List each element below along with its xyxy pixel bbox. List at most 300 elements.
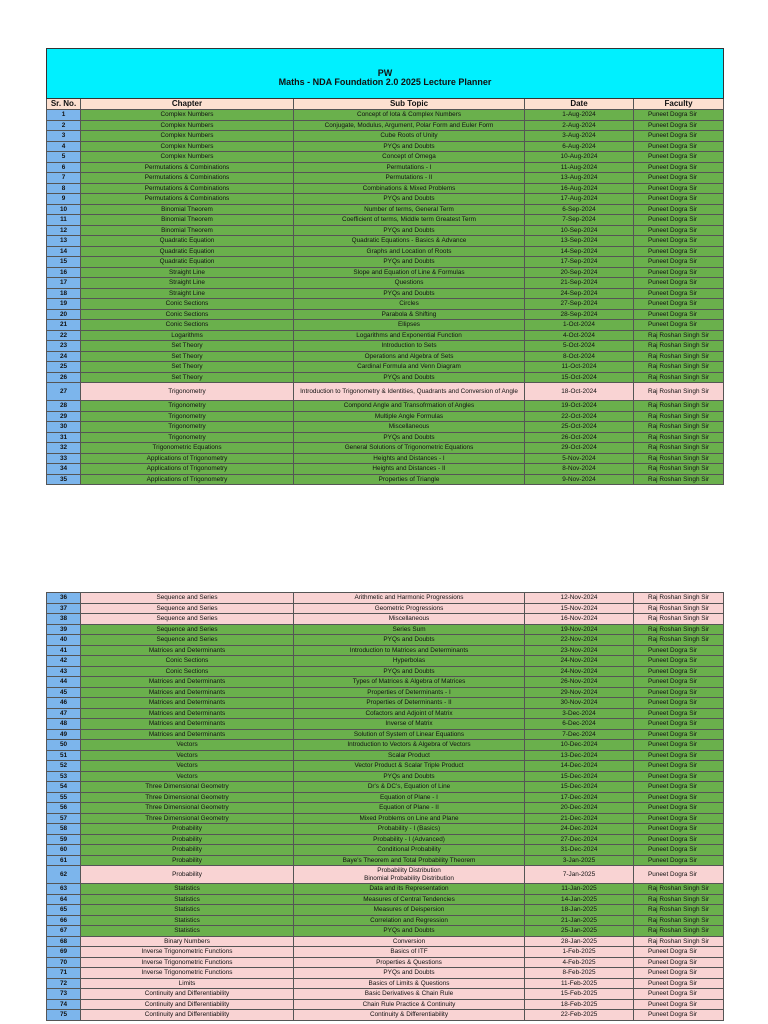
planner-table-top [46, 48, 724, 485]
sub-topic-cell: Solution of System of Linear Equations [294, 729, 525, 740]
sub-topic-cell: Conditional Probability [294, 845, 525, 856]
table-row [47, 845, 724, 856]
faculty-cell: Puneet Dogra Sir [634, 750, 724, 761]
header-chapter: Chapter [81, 99, 294, 110]
faculty-cell: Puneet Dogra Sir [634, 278, 724, 289]
date-cell: 28-Jan-2025 [525, 936, 634, 947]
faculty-cell: Raj Roshan Singh Sir [634, 926, 724, 937]
chapter-cell: Limits [81, 978, 294, 989]
date-cell: 30-Nov-2024 [525, 698, 634, 709]
sr-no-cell: 18 [47, 288, 81, 299]
sr-no-cell: 70 [47, 957, 81, 968]
faculty-cell: Raj Roshan Singh Sir [634, 411, 724, 422]
chapter-cell: Continuity and Differentiability [81, 989, 294, 1000]
faculty-cell: Puneet Dogra Sir [634, 225, 724, 236]
faculty-cell: Puneet Dogra Sir [634, 320, 724, 331]
title-row [47, 49, 724, 99]
sub-topic-cell: Scalar Product [294, 750, 525, 761]
chapter-cell: Set Theory [81, 351, 294, 362]
date-cell: 24-Nov-2024 [525, 666, 634, 677]
date-cell: 27-Sep-2024 [525, 299, 634, 310]
date-cell: 29-Nov-2024 [525, 687, 634, 698]
sr-no-cell: 53 [47, 771, 81, 782]
sub-topic-cell: Cofactors and Adjoint of Matrix [294, 708, 525, 719]
table-row [47, 225, 724, 236]
sr-no-cell: 1 [47, 110, 81, 121]
faculty-cell: Puneet Dogra Sir [634, 761, 724, 772]
date-cell: 18-Feb-2025 [525, 999, 634, 1010]
chapter-cell: Permutations & Combinations [81, 173, 294, 184]
sr-no-cell: 62 [47, 866, 81, 884]
table-row [47, 204, 724, 215]
sub-topic-cell: Equation of Plane - I [294, 792, 525, 803]
date-cell: 22-Feb-2025 [525, 1010, 634, 1021]
chapter-cell: Binomial Theorem [81, 215, 294, 226]
sub-topic-cell: PYQs and Doubts [294, 257, 525, 268]
date-cell: 26-Nov-2024 [525, 677, 634, 688]
sub-topic-cell: Multiple Angle Formulas [294, 411, 525, 422]
sr-no-cell: 69 [47, 947, 81, 958]
table-row [47, 383, 724, 401]
table-row [47, 761, 724, 772]
table-row [47, 432, 724, 443]
chapter-cell: Binary Numbers [81, 936, 294, 947]
table-row [47, 422, 724, 433]
sub-topic-cell: Graphs and Location of Roots [294, 246, 525, 257]
table-row [47, 474, 724, 485]
faculty-cell: Puneet Dogra Sir [634, 740, 724, 751]
sr-no-cell: 31 [47, 432, 81, 443]
date-cell: 11-Oct-2024 [525, 362, 634, 373]
sr-no-cell: 7 [47, 173, 81, 184]
table-row [47, 603, 724, 614]
table-row [47, 299, 724, 310]
table-row [47, 411, 724, 422]
chapter-cell: Sequence and Series [81, 614, 294, 625]
table-row [47, 894, 724, 905]
sr-no-cell: 32 [47, 443, 81, 454]
faculty-cell: Puneet Dogra Sir [634, 698, 724, 709]
table-row [47, 947, 724, 958]
sub-topic-cell: Concept of Iota & Complex Numbers [294, 110, 525, 121]
date-cell: 4-Feb-2025 [525, 957, 634, 968]
faculty-cell: Puneet Dogra Sir [634, 824, 724, 835]
sr-no-cell: 28 [47, 401, 81, 412]
table-row [47, 183, 724, 194]
sr-no-cell: 47 [47, 708, 81, 719]
faculty-cell: Puneet Dogra Sir [634, 236, 724, 247]
sub-topic-cell: PYQs and Doubts [294, 225, 525, 236]
date-cell: 24-Nov-2024 [525, 656, 634, 667]
faculty-cell: Puneet Dogra Sir [634, 309, 724, 320]
table-row [47, 1010, 724, 1021]
sub-topic-cell: Basics of ITF [294, 947, 525, 958]
chapter-cell: Straight Line [81, 288, 294, 299]
chapter-cell: Conic Sections [81, 656, 294, 667]
table-row [47, 936, 724, 947]
table-row [47, 246, 724, 257]
faculty-cell: Puneet Dogra Sir [634, 729, 724, 740]
sub-topic-cell: Basic Derivatives & Chain Rule [294, 989, 525, 1000]
faculty-cell: Puneet Dogra Sir [634, 666, 724, 677]
sr-no-cell: 9 [47, 194, 81, 205]
faculty-cell: Puneet Dogra Sir [634, 792, 724, 803]
sub-topic-cell: Concept of Omega [294, 152, 525, 163]
table-row [47, 687, 724, 698]
sr-no-cell: 8 [47, 183, 81, 194]
faculty-cell: Puneet Dogra Sir [634, 845, 724, 856]
faculty-cell: Raj Roshan Singh Sir [634, 474, 724, 485]
faculty-cell: Raj Roshan Singh Sir [634, 936, 724, 947]
date-cell: 11-Jan-2025 [525, 884, 634, 895]
table-row [47, 288, 724, 299]
chapter-cell: Sequence and Series [81, 635, 294, 646]
chapter-cell: Conic Sections [81, 309, 294, 320]
date-cell: 11-Aug-2024 [525, 162, 634, 173]
chapter-cell: Trigonometry [81, 432, 294, 443]
date-cell: 17-Aug-2024 [525, 194, 634, 205]
table-row [47, 330, 724, 341]
sub-topic-cell: Mixed Problems on Line and Plane [294, 813, 525, 824]
faculty-cell: Puneet Dogra Sir [634, 771, 724, 782]
faculty-cell: Puneet Dogra Sir [634, 131, 724, 142]
faculty-cell: Puneet Dogra Sir [634, 162, 724, 173]
sr-no-cell: 20 [47, 309, 81, 320]
faculty-cell: Puneet Dogra Sir [634, 813, 724, 824]
sub-topic-cell: Properties of Determinants - II [294, 698, 525, 709]
sr-no-cell: 3 [47, 131, 81, 142]
sr-no-cell: 34 [47, 464, 81, 475]
faculty-cell: Puneet Dogra Sir [634, 152, 724, 163]
date-cell: 3-Aug-2024 [525, 131, 634, 142]
date-cell: 19-Oct-2024 [525, 401, 634, 412]
table-row [47, 915, 724, 926]
sub-topic-cell: Probability - I (Basics) [294, 824, 525, 835]
sub-topic-cell: Introduction to Matrices and Determinants [294, 645, 525, 656]
date-cell: 18-Jan-2025 [525, 905, 634, 916]
faculty-cell: Puneet Dogra Sir [634, 183, 724, 194]
date-cell: 26-Oct-2024 [525, 432, 634, 443]
date-cell: 23-Nov-2024 [525, 645, 634, 656]
date-cell: 8-Nov-2024 [525, 464, 634, 475]
faculty-cell: Puneet Dogra Sir [634, 708, 724, 719]
chapter-cell: Vectors [81, 750, 294, 761]
faculty-cell: Raj Roshan Singh Sir [634, 383, 724, 401]
sub-topic-cell: Questions [294, 278, 525, 289]
chapter-cell: Vectors [81, 771, 294, 782]
faculty-cell: Puneet Dogra Sir [634, 656, 724, 667]
table-row [47, 866, 724, 884]
date-cell: 21-Jan-2025 [525, 915, 634, 926]
sub-topic-cell: Slope and Equation of Line & Formulas [294, 267, 525, 278]
table-row [47, 351, 724, 362]
sr-no-cell: 25 [47, 362, 81, 373]
date-cell: 10-Dec-2024 [525, 740, 634, 751]
chapter-cell: Vectors [81, 740, 294, 751]
sr-no-cell: 38 [47, 614, 81, 625]
date-cell: 15-Nov-2024 [525, 603, 634, 614]
faculty-cell: Raj Roshan Singh Sir [634, 894, 724, 905]
chapter-cell: Three Dimensional Geometry [81, 813, 294, 824]
table-row [47, 968, 724, 979]
sr-no-cell: 14 [47, 246, 81, 257]
sub-topic-cell: Quadratic Equations - Basics & Advance [294, 236, 525, 247]
table-row [47, 401, 724, 412]
sub-topic-cell: Probability Distribution Binomial Probability Distribution [294, 866, 525, 884]
faculty-cell: Raj Roshan Singh Sir [634, 884, 724, 895]
chapter-cell: Conic Sections [81, 299, 294, 310]
sr-no-cell: 4 [47, 141, 81, 152]
chapter-cell: Matrices and Determinants [81, 719, 294, 730]
table-row [47, 782, 724, 793]
faculty-cell: Puneet Dogra Sir [634, 803, 724, 814]
sr-no-cell: 37 [47, 603, 81, 614]
sr-no-cell: 23 [47, 341, 81, 352]
faculty-cell: Puneet Dogra Sir [634, 677, 724, 688]
date-cell: 13-Sep-2024 [525, 236, 634, 247]
sr-no-cell: 6 [47, 162, 81, 173]
sub-topic-cell: Circles [294, 299, 525, 310]
sub-topic-cell: PYQs and Doubts [294, 288, 525, 299]
date-cell: 18-Oct-2024 [525, 383, 634, 401]
date-cell: 20-Sep-2024 [525, 267, 634, 278]
table-row [47, 173, 724, 184]
table-row [47, 635, 724, 646]
date-cell: 22-Nov-2024 [525, 635, 634, 646]
faculty-cell: Puneet Dogra Sir [634, 866, 724, 884]
sr-no-cell: 5 [47, 152, 81, 163]
sr-no-cell: 11 [47, 215, 81, 226]
date-cell: 17-Sep-2024 [525, 257, 634, 268]
chapter-cell: Inverse Trigonometric Functions [81, 957, 294, 968]
sr-no-cell: 51 [47, 750, 81, 761]
sr-no-cell: 42 [47, 656, 81, 667]
sr-no-cell: 72 [47, 978, 81, 989]
table-row [47, 729, 724, 740]
date-cell: 25-Oct-2024 [525, 422, 634, 433]
faculty-cell: Puneet Dogra Sir [634, 1010, 724, 1021]
table-row [47, 999, 724, 1010]
chapter-cell: Permutations & Combinations [81, 194, 294, 205]
chapter-cell: Three Dimensional Geometry [81, 782, 294, 793]
table-row [47, 813, 724, 824]
chapter-cell: Trigonometry [81, 401, 294, 412]
sr-no-cell: 21 [47, 320, 81, 331]
table-row [47, 372, 724, 383]
chapter-cell: Matrices and Determinants [81, 708, 294, 719]
sr-no-cell: 22 [47, 330, 81, 341]
table-row [47, 792, 724, 803]
sr-no-cell: 58 [47, 824, 81, 835]
sr-no-cell: 39 [47, 624, 81, 635]
sr-no-cell: 60 [47, 845, 81, 856]
faculty-cell: Puneet Dogra Sir [634, 978, 724, 989]
sub-topic-cell: Hyperbolas [294, 656, 525, 667]
date-cell: 24-Dec-2024 [525, 824, 634, 835]
sr-no-cell: 16 [47, 267, 81, 278]
table-row [47, 593, 724, 604]
faculty-cell: Puneet Dogra Sir [634, 999, 724, 1010]
chapter-cell: Permutations & Combinations [81, 183, 294, 194]
table-row [47, 152, 724, 163]
title-cell: PW Maths - NDA Foundation 2.0 2025 Lecture Planner [47, 49, 724, 99]
chapter-cell: Complex Numbers [81, 152, 294, 163]
chapter-cell: Probability [81, 866, 294, 884]
sub-topic-cell: Types of Matrices & Algebra of Matrices [294, 677, 525, 688]
sr-no-cell: 48 [47, 719, 81, 730]
table-row [47, 194, 724, 205]
faculty-cell: Raj Roshan Singh Sir [634, 432, 724, 443]
date-cell: 16-Aug-2024 [525, 183, 634, 194]
faculty-cell: Raj Roshan Singh Sir [634, 915, 724, 926]
sr-no-cell: 68 [47, 936, 81, 947]
date-cell: 17-Dec-2024 [525, 792, 634, 803]
faculty-cell: Raj Roshan Singh Sir [634, 422, 724, 433]
faculty-cell: Puneet Dogra Sir [634, 834, 724, 845]
sub-topic-cell: Conversion [294, 936, 525, 947]
faculty-cell: Puneet Dogra Sir [634, 141, 724, 152]
sr-no-cell: 59 [47, 834, 81, 845]
sr-no-cell: 15 [47, 257, 81, 268]
table-row [47, 309, 724, 320]
table-row [47, 834, 724, 845]
faculty-cell: Raj Roshan Singh Sir [634, 453, 724, 464]
sr-no-cell: 75 [47, 1010, 81, 1021]
sr-no-cell: 49 [47, 729, 81, 740]
sr-no-cell: 13 [47, 236, 81, 247]
faculty-cell: Raj Roshan Singh Sir [634, 443, 724, 454]
faculty-cell: Raj Roshan Singh Sir [634, 351, 724, 362]
date-cell: 6-Dec-2024 [525, 719, 634, 730]
date-cell: 27-Dec-2024 [525, 834, 634, 845]
sr-no-cell: 36 [47, 593, 81, 604]
date-cell: 21-Dec-2024 [525, 813, 634, 824]
chapter-cell: Sequence and Series [81, 593, 294, 604]
chapter-cell: Applications of Trigonometry [81, 474, 294, 485]
header-row [47, 99, 724, 110]
sub-topic-cell: Conjugate, Modulus, Argument, Polar Form and Euler Form [294, 120, 525, 131]
sub-topic-cell: PYQs and Doubts [294, 926, 525, 937]
date-cell: 1-Feb-2025 [525, 947, 634, 958]
chapter-cell: Quadratic Equation [81, 236, 294, 247]
date-cell: 4-Oct-2024 [525, 330, 634, 341]
table-row [47, 803, 724, 814]
date-cell: 5-Oct-2024 [525, 341, 634, 352]
faculty-cell: Puneet Dogra Sir [634, 257, 724, 268]
chapter-cell: Set Theory [81, 341, 294, 352]
chapter-cell: Conic Sections [81, 666, 294, 677]
sub-topic-cell: Number of terms, General Term [294, 204, 525, 215]
table-row [47, 677, 724, 688]
sub-topic-cell: Data and its Representation [294, 884, 525, 895]
faculty-cell: Puneet Dogra Sir [634, 204, 724, 215]
date-cell: 16-Nov-2024 [525, 614, 634, 625]
sub-topic-cell: Permutations - II [294, 173, 525, 184]
date-cell: 6-Sep-2024 [525, 204, 634, 215]
chapter-cell: Quadratic Equation [81, 246, 294, 257]
sr-no-cell: 67 [47, 926, 81, 937]
sub-topic-cell: Inverse of Matrix [294, 719, 525, 730]
table-row [47, 989, 724, 1000]
sub-topic-cell: Introduction to Vectors & Algebra of Vectors [294, 740, 525, 751]
table-row [47, 740, 724, 751]
table-row [47, 131, 724, 142]
date-cell: 14-Dec-2024 [525, 761, 634, 772]
faculty-cell: Puneet Dogra Sir [634, 194, 724, 205]
sub-topic-cell: Operations and Algebra of Sets [294, 351, 525, 362]
date-cell: 19-Nov-2024 [525, 624, 634, 635]
sub-topic-cell: Vector Product & Scalar Triple Product [294, 761, 525, 772]
table-row [47, 278, 724, 289]
chapter-cell: Binomial Theorem [81, 204, 294, 215]
sr-no-cell: 41 [47, 645, 81, 656]
table-row [47, 614, 724, 625]
date-cell: 12-Nov-2024 [525, 593, 634, 604]
faculty-cell: Raj Roshan Singh Sir [634, 624, 724, 635]
chapter-cell: Three Dimensional Geometry [81, 792, 294, 803]
sub-topic-cell: Combinations & Mixed Problems [294, 183, 525, 194]
date-cell: 21-Sep-2024 [525, 278, 634, 289]
faculty-cell: Raj Roshan Singh Sir [634, 635, 724, 646]
date-cell: 7-Sep-2024 [525, 215, 634, 226]
date-cell: 15-Feb-2025 [525, 989, 634, 1000]
table-row [47, 666, 724, 677]
faculty-cell: Raj Roshan Singh Sir [634, 614, 724, 625]
table-row [47, 771, 724, 782]
date-cell: 8-Feb-2025 [525, 968, 634, 979]
sub-topic-cell: PYQs and Doubts [294, 635, 525, 646]
date-cell: 2-Aug-2024 [525, 120, 634, 131]
chapter-cell: Complex Numbers [81, 131, 294, 142]
chapter-cell: Complex Numbers [81, 141, 294, 152]
faculty-cell: Puneet Dogra Sir [634, 782, 724, 793]
date-cell: 29-Oct-2024 [525, 443, 634, 454]
chapter-cell: Trigonometry [81, 411, 294, 422]
table-row [47, 110, 724, 121]
chapter-cell: Set Theory [81, 372, 294, 383]
date-cell: 13-Dec-2024 [525, 750, 634, 761]
sub-topic-cell: PYQs and Doubts [294, 968, 525, 979]
faculty-cell: Raj Roshan Singh Sir [634, 372, 724, 383]
sr-no-cell: 35 [47, 474, 81, 485]
date-cell: 3-Dec-2024 [525, 708, 634, 719]
date-cell: 7-Dec-2024 [525, 729, 634, 740]
date-cell: 7-Jan-2025 [525, 866, 634, 884]
sr-no-cell: 55 [47, 792, 81, 803]
chapter-cell: Statistics [81, 894, 294, 905]
date-cell: 14-Jan-2025 [525, 894, 634, 905]
faculty-cell: Puneet Dogra Sir [634, 215, 724, 226]
chapter-cell: Conic Sections [81, 320, 294, 331]
faculty-cell: Puneet Dogra Sir [634, 947, 724, 958]
sub-topic-cell: Dr's & DC's, Equation of Line [294, 782, 525, 793]
chapter-cell: Sequence and Series [81, 603, 294, 614]
date-cell: 24-Sep-2024 [525, 288, 634, 299]
chapter-cell: Trigonometric Equations [81, 443, 294, 454]
chapter-cell: Statistics [81, 884, 294, 895]
table-row [47, 141, 724, 152]
chapter-cell: Inverse Trigonometric Functions [81, 947, 294, 958]
sub-topic-cell: Parabola & Shifting [294, 309, 525, 320]
date-cell: 9-Nov-2024 [525, 474, 634, 485]
faculty-cell: Raj Roshan Singh Sir [634, 593, 724, 604]
sub-topic-cell: PYQs and Doubts [294, 432, 525, 443]
chapter-cell: Probability [81, 845, 294, 856]
date-cell: 15-Dec-2024 [525, 771, 634, 782]
sr-no-cell: 56 [47, 803, 81, 814]
chapter-cell: Applications of Trigonometry [81, 464, 294, 475]
sub-topic-cell: Baye's Theorem and Total Probability Theorem [294, 855, 525, 866]
